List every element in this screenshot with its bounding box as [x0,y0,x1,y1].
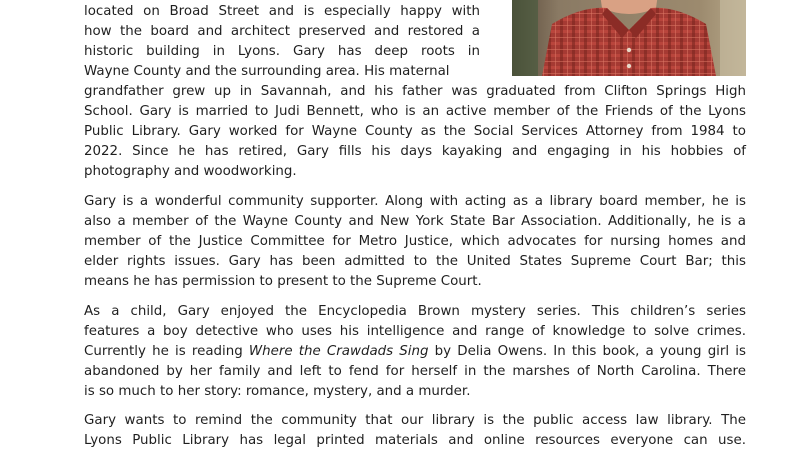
paragraph-line: abandoned by her family and left to fend for herself in the marshes of North Carolina. There [84,364,746,379]
paragraph-line: School. Gary is married to Judi Bennett, who is an active member of the Friends of the Lyons [84,104,746,119]
paragraph-line: how the board and architect preserved and restored a [84,24,480,39]
paragraph-line: Wayne County and the surrounding area. His maternal [84,64,450,79]
paragraph-line: located on Broad Street and is especially happy with [84,4,480,19]
paragraph-line: historic building in Lyons. Gary has deep roots in [84,44,480,59]
paragraph-line: As a child, Gary enjoyed the Encyclopedia Brown mystery series. This children’s series [84,304,746,319]
paragraph-line: features a boy detective who uses his intelligence and range of knowledge to solve crimes. [84,324,746,339]
paragraph-line: Public Library. Gary worked for Wayne County as the Social Services Attorney from 1984 to [84,124,746,139]
line-text: Currently he is reading [84,344,249,359]
paragraph-line: grandfather grew up in Savannah, and his father was graduated from Clifton Springs High [84,84,746,99]
paragraph-line [84,342,746,362]
gary-portrait-photo [512,0,746,76]
paragraph-line: 2022. Since he has retired, Gary fills his days kayaking and engaging in his hobbies of [84,144,746,159]
paragraph-line: is so much to her story: romance, mystery, and a murder. [84,384,471,399]
paragraph-line: elder rights issues. Gary has been admitted to the United States Supreme Court Bar; this [84,254,746,269]
paragraph-line: also a member of the Wayne County and New York State Bar Association. Additionally, he is a [84,214,746,229]
paragraph-line: member of the Justice Committee for Metro Justice, which advocates for nursing homes and [84,234,746,249]
paragraph-line: Lyons Public Library has legal printed materials and online resources everyone can use. [84,433,746,448]
paragraph-line: Gary wants to remind the community that our library is the public access law library. The [84,413,746,428]
paragraph-line: photography and woodworking. [84,164,297,179]
book-title: Where the Crawdads Sing [248,344,429,359]
line-text: by Delia Owens. In this book, a young girl is [428,344,747,359]
paragraph-line: means he has permission to present to the Supreme Court. [84,274,482,289]
paragraph-line: Gary is a wonderful community supporter. Along with acting as a library board member, he is [84,194,746,209]
